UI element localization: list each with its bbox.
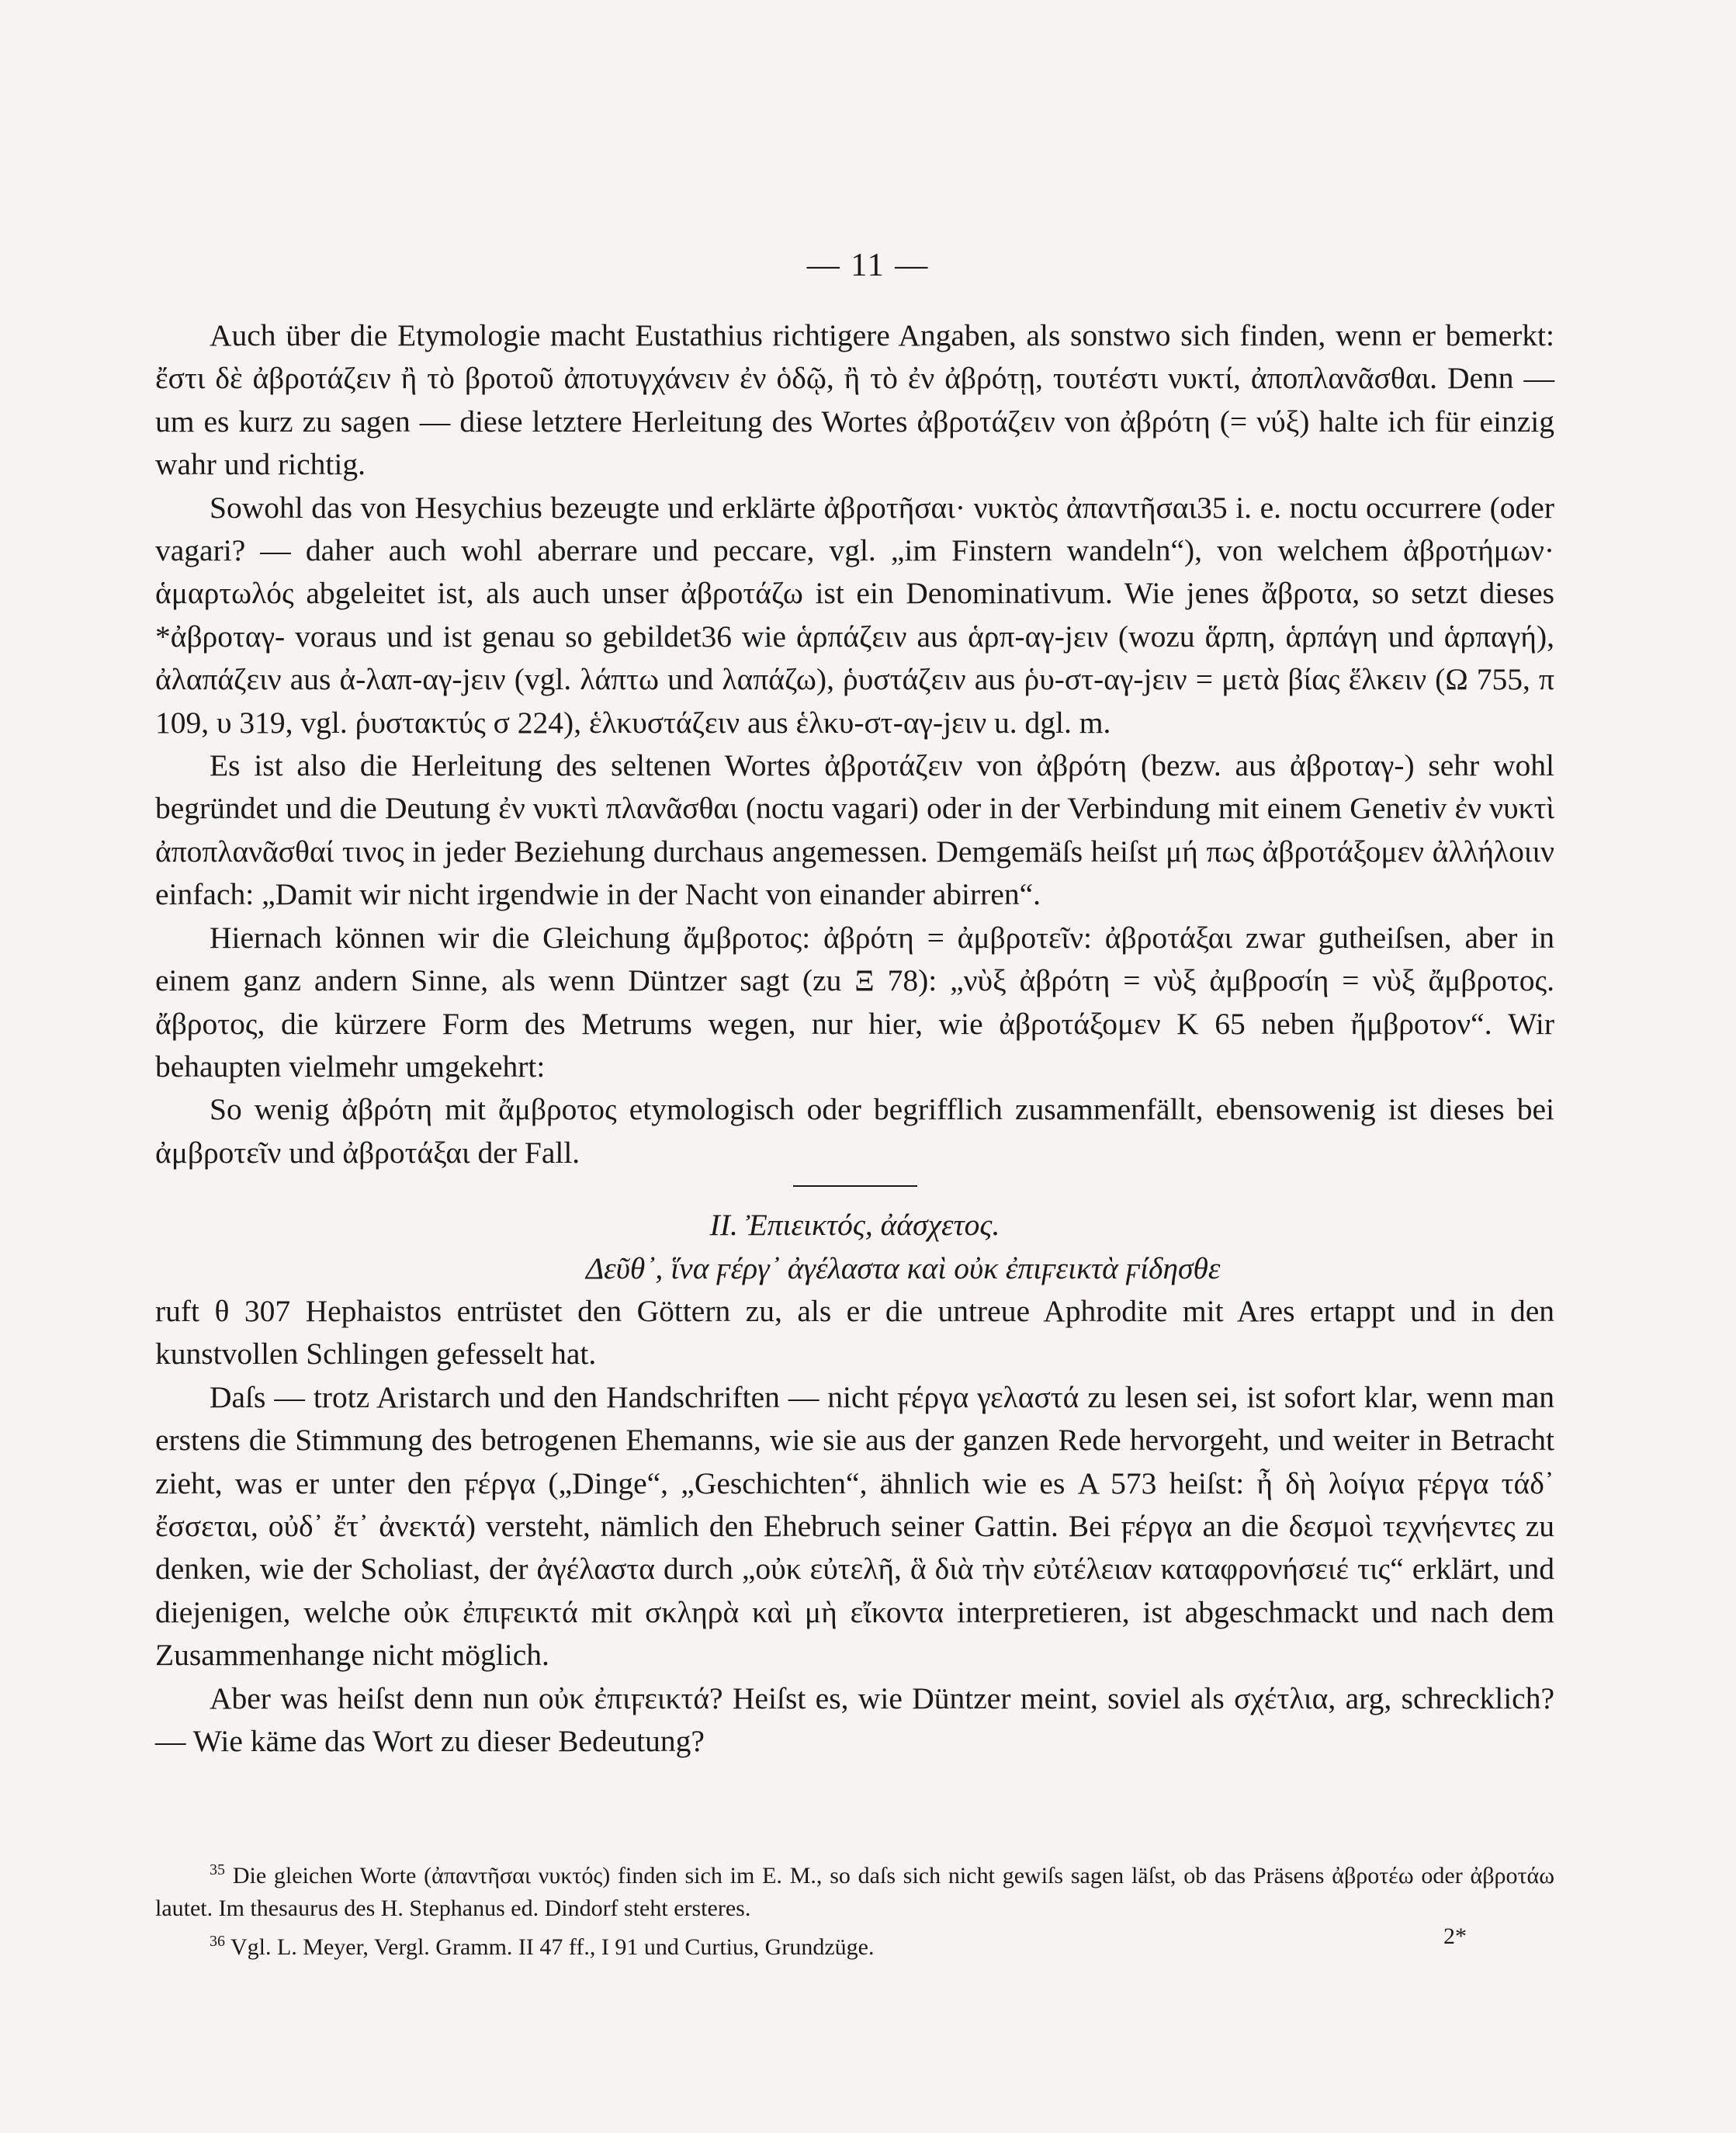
footnotes <box>155 1854 1554 1964</box>
paragraph: Es ist also die Herleitung des seltenen Wortes ἀβροτάζειν von ἀβρότη (bezw. aus ἀβροταγ-) sehr wohl begründet und die Deutung ἐν νυκτὶ πλανᾶσθαι (noctu vagari) oder in der Verbindung mit einem Genetiv ἐν νυκτὶ ἀποπλανᾶσθαί τινος in jeder Beziehung durchaus angemessen. Demgemäſs heiſst μή πως ἀβροτάξομεν ἀλλήλοιιν einfach: „Damit wir nicht irgendwie in der Nacht von einander abirren“. <box>155 748 1554 912</box>
footnote-text: Vgl. L. Meyer, Vergl. Gramm. II 47 ff., I 91 und Curtius, Grundzüge. <box>230 1934 875 1960</box>
printer-signature: 2* <box>1443 1923 1467 1949</box>
quotation-verse: Δεῦθ᾽, ἵνα ϝέργ᾽ ἀγέλαστα καὶ οὐκ ἐπιϝεικτὰ ϝίδησθε <box>586 1250 1221 1285</box>
paragraph: So wenig ἀβρότη mit ἄμβροτος etymologisch oder begrifflich zusammenfällt, ebensowenig ist dieses bei ἀμβροτεῖν und ἀβροτάξαι der Fall. <box>155 1092 1554 1170</box>
footnote <box>155 1925 1554 1964</box>
main-text <box>155 314 1554 1763</box>
paragraph: Daſs — trotz Aristarch und den Handschriften — nicht ϝέργα γελαστά zu lesen sei, ist sofort klar, wenn man erstens die Stimmung des betrogenen Ehemanns, wie sie aus der ganzen Rede hervorgeht, und weiter in Betracht zieht, was er unter den ϝέργα („Dinge“, „Geschichten“, ähnlich wie es Α 573 heiſst: ἦ δὴ λοίγια ϝέργα τάδ᾽ ἔσσεται, οὐδ᾽ ἔτ᾽ ἀνεκτά) versteht, nämlich den Ehebruch seiner Gattin. Bei ϝέργα an die δεσμοὶ τεχνήεντες zu denken, wie der Scholiast, der ἀγέλαστα durch „οὐκ εὐτελῆ, ἃ διὰ τὴν εὐτέλειαν καταφρονήσειέ τις“ erklärt, und diejenigen, welche οὐκ ἐπιϝεικτά mit σκληρὰ καὶ μὴ εἴκοντα interpretieren, ist abgeschmackt und nach dem Zusammenhange nicht möglich. <box>155 1379 1554 1673</box>
paragraph: ruft θ 307 Hephaistos entrüstet den Göttern zu, als er die untreue Aphrodite mit Ares ertappt und in den kunstvollen Schlingen gefesselt hat. <box>155 1293 1554 1372</box>
footnote-number: 35 <box>210 1861 225 1878</box>
paragraph: Hiernach können wir die Gleichung ἄμβροτος: ἀβρότη = ἀμβροτεῖν: ἀβροτάξαι zwar gutheiſsen, aber in einem ganz andern Sinne, als wenn Düntzer sagt (zu Ξ 78): „νὺξ ἀβρότη = νὺξ ἀμβροσίη = νὺξ ἄμβροτος. ἄβροτος, die kürzere Form des Metrums wegen, nur hier, wie ἀβροτάξομεν K 65 neben ἤμβροτον“. Wir behaupten vielmehr umgekehrt: <box>155 920 1554 1084</box>
footnote-text: Die gleichen Worte (ἀπαντῆσαι νυκτός) finden sich im E. M., so daſs sich nicht gewiſs sagen läſst, ob das Präsens ἀβροτέω oder ἀβροτάω lautet. Im thesaurus des H. Stephanus ed. Dindorf steht ersteres. <box>155 1863 1555 1921</box>
section-divider <box>793 1185 917 1187</box>
page-number: — 11 — <box>806 248 930 283</box>
footnote <box>155 1854 1554 1925</box>
footnote-number: 36 <box>210 1933 225 1950</box>
paragraph: Aber was heiſst denn nun οὐκ ἐπιϝεικτά? Heiſst es, wie Düntzer meint, soviel als σχέτλια, arg, schrecklich? — Wie käme das Wort zu dieser Bedeutung? <box>155 1680 1554 1758</box>
paragraph: Sowohl das von Hesychius bezeugte und erklärte ἀβροτῆσαι· νυκτὸς ἀπαντῆσαι35 i. e. noctu occurrere (oder vagari? — daher auch wohl aberrare und peccare, vgl. „im Finstern wandeln“), von welchem ἀβροτήμων· ἁμαρτωλός abgeleitet ist, als auch unser ἀβροτάζω ist ein Denominativum. Wie jenes ἄβροτα, so setzt dieses *ἀβροταγ- voraus und ist genau so gebildet36 wie ἁρπάζειν aus ἁρπ-αγ-jειν (wozu ἅρπη, ἁρπάγη und ἁρπαγή), ἀλαπάζειν aus ἀ-λαπ-αγ-jειν (vgl. λάπτω und λαπάζω), ῥυστάζειν aus ῥυ-στ-αγ-jειν = μετὰ βίας ἕλκειν (Ω 755, π 109, υ 319, vgl. ῥυστακτύς σ 224), ἑλκυστάζειν aus ἑλκυ-στ-αγ-jειν u. dgl. m. <box>155 490 1554 740</box>
section-heading: II. Ἐπιεικτός, ἀάσχετος. <box>709 1208 1000 1243</box>
paragraph: Auch über die Etymologie macht Eustathius richtigere Angaben, als sonstwo sich finden, wenn er bemerkt: ἔστι δὲ ἀβροτάζειν ἢ τὸ βροτοῦ ἀποτυγχάνειν ἐν ὁδῷ, ἢ τὸ ἐν ἀβρότῃ, τουτέστι νυκτί, ἀποπλανᾶσθαι. Denn — um es kurz zu sagen — diese letztere Herleitung des Wortes ἀβροτάζειν von ἀβρότη (= νύξ) halte ich für einzig wahr und richtig. <box>155 318 1554 482</box>
